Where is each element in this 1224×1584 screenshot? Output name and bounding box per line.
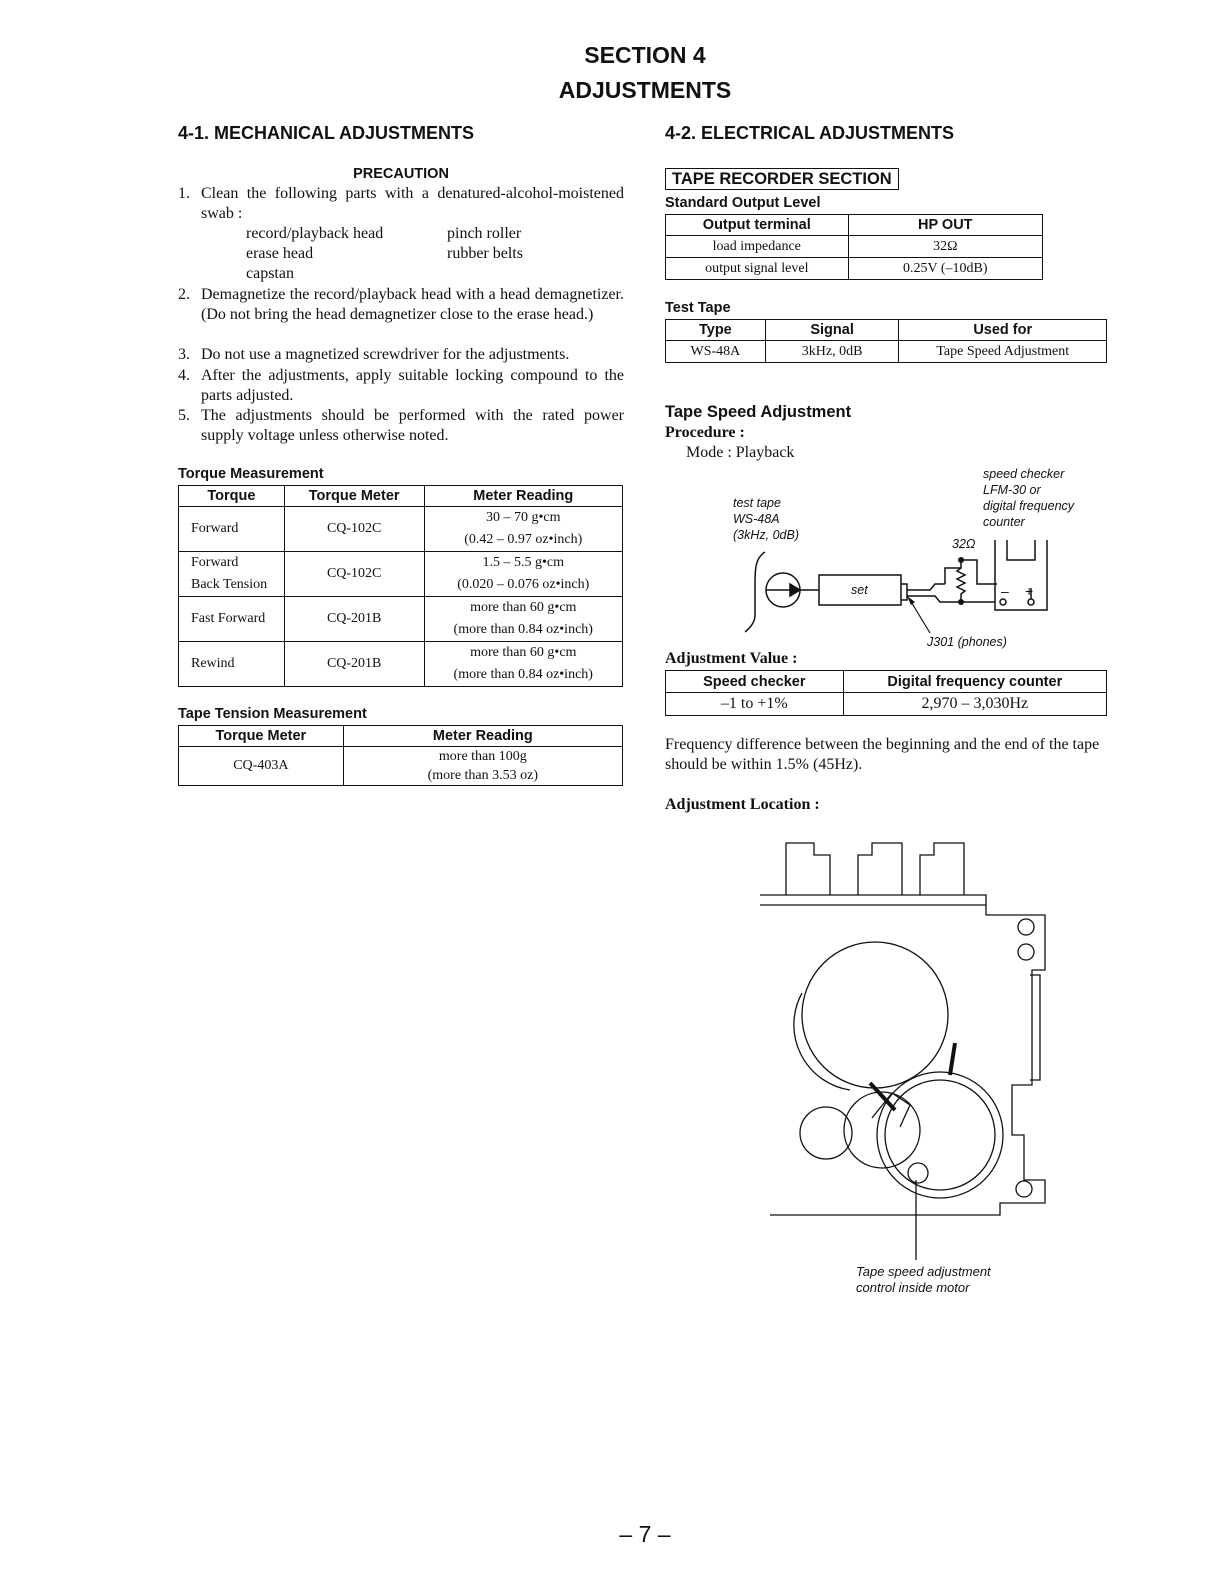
label-line: speed checker <box>983 467 1065 481</box>
speed-adj-title: Tape Speed Adjustment <box>665 403 852 421</box>
junction-dot <box>958 557 964 563</box>
reading-cell <box>424 552 623 597</box>
location-caption <box>856 1264 991 1296</box>
belt-segment <box>950 1043 955 1075</box>
speed-checker-label <box>983 466 1074 530</box>
table-row <box>666 341 1107 363</box>
test-tape-table <box>665 319 1107 363</box>
caption-line: Tape speed adjustment <box>856 1264 991 1279</box>
item-number: 4. <box>178 367 190 384</box>
label-line: digital frequency <box>983 499 1075 513</box>
label-line: (3kHz, 0dB) <box>733 528 799 542</box>
motor-body <box>877 1072 1003 1198</box>
frequency-note: Frequency difference between the beginning and the end of the tape should be within 1.5% (45Hz). <box>665 736 1100 773</box>
play-arrow-icon <box>790 584 800 596</box>
meter-cell: CQ-201B <box>284 642 424 687</box>
label-line: counter <box>983 515 1025 529</box>
terminal-plus <box>1028 599 1034 605</box>
reading-line: (0.020 – 0.076 oz•inch) <box>457 577 590 592</box>
table-row <box>179 747 623 786</box>
reading-line: more than 60 g•cm <box>470 600 577 615</box>
wire <box>907 596 995 602</box>
reading-line: 1.5 – 5.5 g•cm <box>482 555 564 570</box>
test-tape-title: Test Tape <box>665 300 731 316</box>
torque-header-meter: Torque Meter <box>284 486 424 507</box>
reading-line: (more than 3.53 oz) <box>427 768 539 783</box>
torque-cell: Fast Forward <box>179 597 285 642</box>
part-pinch-roller: pinch roller <box>447 225 522 242</box>
flywheel-large <box>802 942 948 1088</box>
section-title: ADJUSTMENTS <box>558 77 732 103</box>
reading-line: more than 100g <box>438 749 527 764</box>
table-row <box>179 507 623 552</box>
wire <box>907 584 945 590</box>
electrical-heading: 4-2. ELECTRICAL ADJUSTMENTS <box>665 123 955 143</box>
connector-tab <box>920 843 964 895</box>
adjustment-value-table <box>665 670 1107 716</box>
resistor-label: 32Ω <box>952 537 976 551</box>
adjust-hole-icon <box>908 1163 928 1183</box>
tension-table <box>178 725 623 786</box>
part-record-playback-head: record/playback head <box>246 225 384 242</box>
torque-cell <box>179 552 285 597</box>
item-text: The adjustments should be performed with the rated power supply voltage unless otherwise noted. <box>201 407 624 445</box>
jack-pointer <box>910 600 930 633</box>
section-number: SECTION 4 <box>584 42 706 68</box>
table-row <box>179 642 623 687</box>
page-number: – 7 – <box>619 1521 671 1547</box>
std-output-table <box>665 214 1043 280</box>
caption-line: control inside motor <box>856 1280 970 1295</box>
hole-icon <box>1018 944 1034 960</box>
table-row <box>179 597 623 642</box>
reading-line: (0.42 – 0.97 oz•inch) <box>464 532 583 547</box>
section-box: TAPE RECORDER SECTION <box>665 168 899 190</box>
tension-reading-cell <box>343 747 622 786</box>
terminal-minus <box>1000 599 1006 605</box>
torque-title: Torque Measurement <box>178 466 324 482</box>
wire <box>961 560 997 584</box>
meter-cell: CQ-201B <box>284 597 424 642</box>
item-text: Demagnetize the record/playback head with a head demagnetizer. (Do not bring the head demagnetizer close to the erase head.) <box>201 286 624 324</box>
std-cell: output signal level <box>666 258 849 280</box>
connector-tab <box>858 843 902 895</box>
precaution-item-4 <box>178 366 624 406</box>
tape-cell: Tape Speed Adjustment <box>899 341 1107 363</box>
item-text: After the adjustments, apply suitable locking compound to the parts adjusted. <box>201 367 624 405</box>
value-header-checker: Speed checker <box>666 671 844 693</box>
torque-line: Back Tension <box>191 577 268 592</box>
precaution-item-3 <box>178 345 624 365</box>
std-cell: load impedance <box>666 236 849 258</box>
std-output-title: Standard Output Level <box>665 195 821 211</box>
item-text: Clean the following parts with a denatured-alcohol-moistened swab : <box>201 185 624 223</box>
tension-meter-cell: CQ-403A <box>179 747 344 786</box>
part-rubber-belts: rubber belts <box>447 245 523 262</box>
label-line: WS-48A <box>733 512 780 526</box>
tension-header-reading: Meter Reading <box>343 726 622 747</box>
std-cell: 0.25V (–10dB) <box>848 258 1042 280</box>
mechanism-drawing <box>750 835 1060 1270</box>
meter-cell: CQ-102C <box>284 552 424 597</box>
torque-table <box>178 485 623 687</box>
test-tape-label <box>733 495 799 543</box>
reading-line: (more than 0.84 oz•inch) <box>453 667 593 682</box>
connector-tab <box>786 843 830 895</box>
table-row <box>666 693 1107 716</box>
table-row <box>666 258 1043 280</box>
plus-sign: + <box>1025 583 1034 599</box>
reading-line: 30 – 70 g•cm <box>485 510 561 525</box>
precaution-title: PRECAUTION <box>353 166 449 182</box>
junction-dot <box>958 599 964 605</box>
torque-cell: Rewind <box>179 642 285 687</box>
tape-header-used: Used for <box>899 320 1107 341</box>
reading-line: more than 60 g•cm <box>470 645 577 660</box>
jack-label: J301 (phones) <box>927 635 1007 649</box>
torque-cell: Forward <box>179 507 285 552</box>
location-title: Adjustment Location : <box>665 796 820 813</box>
meter-cell: CQ-102C <box>284 507 424 552</box>
value-cell: 2,970 – 3,030Hz <box>843 693 1106 716</box>
hole-icon <box>1018 919 1034 935</box>
set-label: set <box>851 583 868 597</box>
std-header-hpout: HP OUT <box>848 215 1042 236</box>
item-number: 1. <box>178 185 190 202</box>
parts-list <box>246 224 606 286</box>
torque-header-reading: Meter Reading <box>424 486 623 507</box>
label-line: test tape <box>733 496 781 510</box>
tape-cell: WS-48A <box>666 341 766 363</box>
procedure-label: Procedure : <box>665 424 745 441</box>
tape-cell: 3kHz, 0dB <box>765 341 899 363</box>
resistor-icon <box>957 560 965 602</box>
set-box <box>819 575 901 605</box>
minus-sign: – <box>1001 583 1009 599</box>
item-number: 2. <box>178 286 190 303</box>
plug-icon <box>901 584 907 600</box>
precaution-item-5 <box>178 406 624 446</box>
std-cell: 32Ω <box>848 236 1042 258</box>
value-header-counter: Digital frequency counter <box>843 671 1106 693</box>
table-row <box>666 236 1043 258</box>
std-header-terminal: Output terminal <box>666 215 849 236</box>
item-number: 5. <box>178 407 190 424</box>
meter-display <box>1007 540 1035 560</box>
mode-label: Mode : Playback <box>686 444 795 461</box>
item-number: 3. <box>178 346 190 363</box>
table-row <box>179 552 623 597</box>
chassis-outline <box>760 895 1045 1215</box>
torque-line: Forward <box>191 555 239 570</box>
tape-header-type: Type <box>666 320 766 341</box>
hole-icon <box>1016 1181 1032 1197</box>
mechanical-heading: 4-1. MECHANICAL ADJUSTMENTS <box>178 123 475 143</box>
reading-cell <box>424 642 623 687</box>
tape-bracket <box>745 552 765 632</box>
adjustment-value-title: Adjustment Value : <box>665 650 798 667</box>
part-capstan: capstan <box>246 265 294 282</box>
label-line: LFM-30 or <box>983 483 1041 497</box>
value-cell: –1 to +1% <box>666 693 844 716</box>
reading-cell <box>424 597 623 642</box>
tape-header-signal: Signal <box>765 320 899 341</box>
motor-inner <box>885 1080 995 1190</box>
part-erase-head: erase head <box>246 245 314 262</box>
tension-header-meter: Torque Meter <box>179 726 344 747</box>
precaution-item-1 <box>178 184 624 224</box>
tension-title: Tape Tension Measurement <box>178 706 367 722</box>
item-text: Do not use a magnetized screwdriver for the adjustments. <box>201 346 570 363</box>
arrowhead-icon <box>907 596 915 605</box>
torque-header-torque: Torque <box>179 486 285 507</box>
circuit-diagram <box>735 540 1055 640</box>
reading-cell <box>424 507 623 552</box>
reading-line: (more than 0.84 oz•inch) <box>453 622 593 637</box>
precaution-item-2 <box>178 285 624 325</box>
